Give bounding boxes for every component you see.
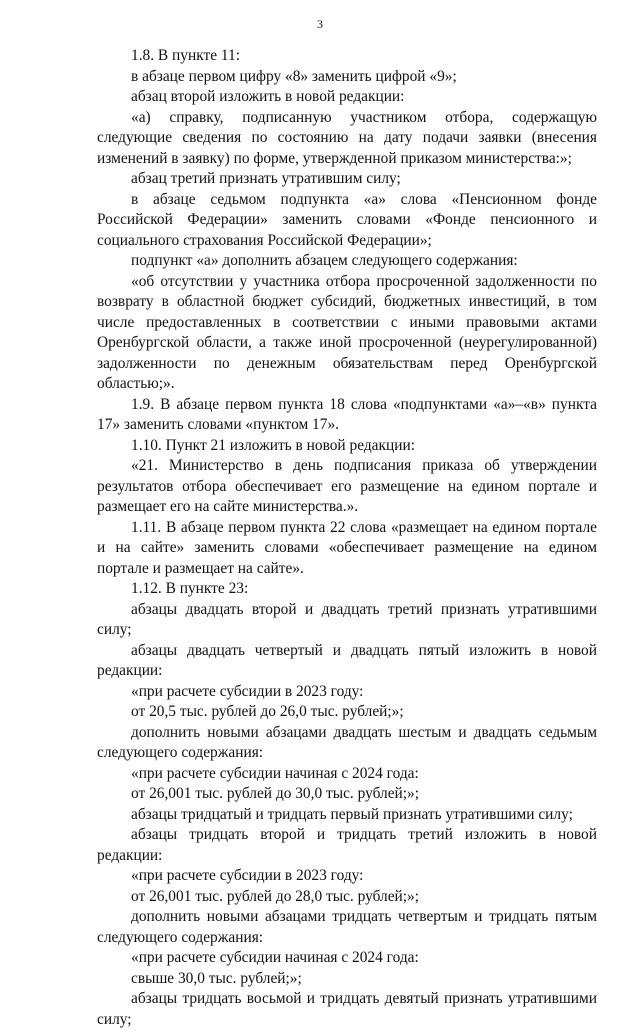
paragraph: абзацы тридцать восьмой и тридцать девятый признать утратившими силу; — [97, 990, 597, 1028]
paragraph: 1.11. В абзаце первом пункта 22 слова «размещает на едином портале и на сайте» заменить словами «обеспечивает размещение на едином портале и размещает на сайте». — [97, 518, 597, 577]
paragraph: «при расчете субсидии начиная с 2024 года: — [131, 949, 419, 966]
paragraph: абзац второй изложить в новой редакции: — [131, 88, 405, 105]
paragraph: абзац третий признать утратившим силу; — [131, 170, 401, 187]
paragraph: свыше 30,0 тыс. рублей;»; — [131, 969, 302, 987]
paragraph: «при расчете субсидии в 2023 году: — [131, 682, 364, 700]
paragraph: «при расчете субсидии в 2023 году: — [131, 867, 364, 884]
document-body — [97, 46, 597, 1030]
paragraph: в абзаце первом цифру «8» заменить цифрой «9»; — [131, 67, 457, 85]
paragraph: в абзаце седьмом подпункта «а» слова «Пенсионном фонде Российской Федерации» заменить словами «Фонде пенсионного и социального страхования Российской Федерации»; — [97, 190, 597, 249]
paragraph: 1.10. Пункт 21 изложить в новой редакции: — [131, 436, 415, 454]
paragraph: от 26,001 тыс. рублей до 28,0 тыс. рублей;»; — [131, 887, 420, 905]
paragraph: абзацы тридцатый и тридцать первый признать утратившими силу; — [131, 805, 573, 823]
paragraph: «а) справку, подписанную участником отбора, содержащую следующие сведения по состоянию на дату подачи заявки (внесения изменений в заявку) по форме, утвержденной приказом министерства:»; — [97, 108, 597, 167]
paragraph: от 20,5 тыс. рублей до 26,0 тыс. рублей;»; — [131, 703, 404, 720]
paragraph: абзацы двадцать второй и двадцать третий признать утратившими силу; — [97, 600, 597, 638]
paragraph: подпункт «а» дополнить абзацем следующего содержания: — [131, 252, 518, 269]
paragraph: дополнить новыми абзацами двадцать шестым и двадцать седьмым следующего содержания: — [97, 723, 597, 761]
paragraph: 1.9. В абзаце первом пункта 18 слова «подпунктами «а»–«в» пункта 17» заменить словами «пунктом 17». — [97, 395, 597, 433]
paragraph: 1.12. В пункте 23: — [131, 580, 249, 597]
paragraph: абзацы двадцать четвертый и двадцать пятый изложить в новой редакции: — [97, 641, 597, 679]
page-number: 3 — [317, 17, 323, 31]
paragraph: от 26,001 тыс. рублей до 30,0 тыс. рублей;»; — [131, 785, 420, 802]
paragraph: «21. Министерство в день подписания приказа об утверждении результатов отбора обеспечивает его размещение на едином портале и размещает его на сайте министерства.». — [97, 457, 597, 515]
paragraph: «при расчете субсидии начиная с 2024 года: — [131, 764, 419, 782]
paragraph: «об отсутствии у участника отбора просроченной задолженности по возврату в областной бюджет субсидий, бюджетных инвестиций, в том числе предоставленных в соответствии с иными правовыми актами Оренбургской области, а также иной просроченной (неурегулированной) задолженности по денежным обязательствам перед Оренбургской областью;». — [97, 272, 597, 392]
paragraph: абзацы тридцать второй и тридцать третий изложить в новой редакции: — [97, 826, 597, 864]
paragraph: дополнить новыми абзацами тридцать четвертым и тридцать пятым следующего содержания: — [97, 908, 597, 946]
paragraph: 1.8. В пункте 11: — [131, 47, 240, 64]
